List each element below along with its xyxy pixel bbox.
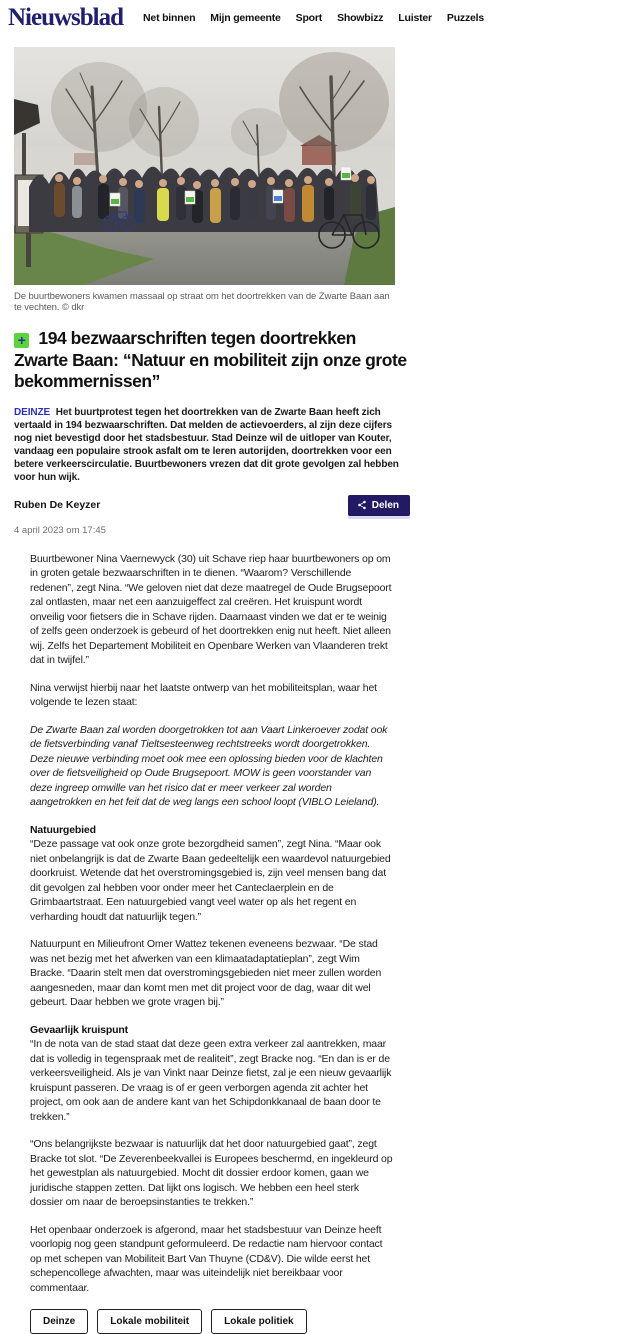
share-button[interactable] [348, 495, 410, 516]
nav-item-mijn-gemeente[interactable]: Mijn gemeente [210, 12, 281, 24]
article-title-text: 194 bezwaarschriften tegen doortrekken Zwarte Baan: “Natuur en mobiliteit zijn onze grote bekommernissen” [14, 328, 407, 391]
nav-item-luister[interactable]: Luister [398, 12, 432, 24]
crowd-photo-illustration [14, 47, 395, 285]
tag-deinze[interactable]: Deinze [30, 1309, 88, 1334]
article-paragraph: Het openbaar onderzoek is afgerond, maar het stadsbestuur van Deinze heeft voorlopig nog geen standpunt geformuleerd. De redactie nam hiervoor contact op met schepen van Mobiliteit Bart Van Thuyne (CD&V). Die wilde eerst het schepencollege afwachten, maar was uiteindelijk niet bereikbaar voor commentaar. [30, 1223, 383, 1294]
location-kicker: DEINZE [14, 406, 51, 418]
article-paragraph: “Ons belangrijkste bezwaar is natuurlijk dat het door natuurgebied gaat”, zegt Bracke tot slot. “De Zeverenbeekvallei is Europees beschermd, en ingekleurd op het gewestplan als natuurgebied. Mocht dit dossier erdoor komen, gaan we juridische stappen zetten. Dat lijkt ons logisch. We hebben een heel sterk dossier om naar de beroepsinstanties te trekken.” [30, 1138, 393, 1208]
photo-caption: De buurtbewoners kwamen massaal op straat om het doortrekken van de Zwarte Baan aan te vechten. © dkr [14, 291, 390, 313]
nav-item-net-binnen[interactable]: Net binnen [143, 12, 196, 24]
article-photo [14, 47, 395, 285]
article-lead [14, 406, 410, 484]
tag-lokale-mobiliteit[interactable]: Lokale mobiliteit [97, 1309, 202, 1334]
tag-list [30, 1309, 420, 1334]
author-name: Ruben De Keyzer [14, 499, 101, 511]
article-body [30, 552, 394, 1296]
article-paragraph: Nina verwijst hierbij naar het laatste ontwerp van het mobiliteitsplan, waar het volgende te lezen staat: [30, 681, 377, 708]
site-header [0, 0, 620, 34]
share-button-label: Delen [371, 499, 399, 511]
main-nav [143, 12, 484, 24]
section-heading: Natuurgebied [30, 823, 96, 836]
article-paragraph: “In de nota van de stad staat dat deze geen extra verkeer zal aantrekken, maar dat is volledig in tegenspraak met de realiteit”, zegt Bracke nog. “En dan is er de verkeersveiligheid. Als je van Vinkt naar Deinze fietst, zal je een nieuw gevaarlijk kruispunt passeren. De vraag is of er geen verborgen agenda zit achter het project, om ook aan de andere kant van het Schipdonkkanaal de baan door te trekken.” [30, 1038, 392, 1123]
site-logo[interactable]: Nieuwsblad [8, 4, 124, 31]
article-figure [14, 47, 420, 313]
article-title [14, 328, 410, 393]
nav-item-showbizz[interactable]: Showbizz [337, 12, 384, 24]
tag-lokale-politiek[interactable]: Lokale politiek [211, 1309, 306, 1334]
premium-plus-icon: + [14, 333, 29, 348]
article-paragraph: Natuurpunt en Milieufront Omer Wattez tekenen eveneens bezwaar. “De stad was net bezig met het afwerken van een klimaatadaptatieplan”, zegt Wim Bracke. “Daarin stelt men dat overstromingsgebieden niet meer zullen worden aangesneden, maar dan komt men met dit project voor de dag, waar dit wel gebeurt. Daar hebben we grote vragen bij.” [30, 938, 382, 1008]
article-paragraph: Buurtbewoner Nina Vaernewyck (30) uit Schave riep haar buurtbewoners op om in groten getale bezwaarschriften in te dienen. “Waarom? Verschillende redenen”, zegt Nina. “We geloven niet dat deze maatregel de Oude Brugsepoort zal ontlasten, maar net een aanzuigeffect zal creëren. Het kruispunt wordt onveilig voor fietsers die in Schave rijden. Daarnaast vinden we dat er te weinig of zelfs geen onderzoek is gebeurd of het doortrekken enig nut heeft. Niet alleen wij. Zelfs het Departement Mobiliteit en Openbare Werken van Vlaanderen trekt dat in twijfel.” [30, 552, 392, 666]
article-quote: De Zwarte Baan zal worden doorgetrokken tot aan Vaart Linkeroever zodat ook de fietsverbinding vanaf Tieltsesteenweg rechtstreeks wordt doorgetrokken. Deze nieuwe verbinding moet ook mee een oplossing bieden voor de klachten over de fietsveiligheid op Oude Brugsepoort. MOW is geen voorstander van deze ingreep omwille van het risico dat er meer verkeer zal worden aangetrokken en het feit dat de weg langs een school loopt (VIBLO Leieland). [30, 723, 388, 808]
section-heading: Gevaarlijk kruispunt [30, 1023, 128, 1036]
lead-text: Het buurtprotest tegen het doortrekken van de Zwarte Baan heeft zich vertaald in 194 bezwaarschriften. Dat melden de actievoerders, al zijn deze cijfers nog niet bevestigd door het stadsbestuur. Stad Deinze wil de uitloper van Kouter, vandaag een populaire strook asfalt om te leren autorijden, doortrekken voor een betere verkeerscirculatie. Buurtbewoners vrezen dat dit grote gevolgen zal hebben voor hun wijk. [14, 406, 399, 483]
nav-item-puzzels[interactable]: Puzzels [446, 12, 485, 24]
article-paragraph: “Deze passage vat ook onze grote bezorgdheid samen”, zegt Nina. “Maar ook niet onbelangrijk is dat de Zwarte Baan gedeeltelijk een waardevol natuurgebied doorkruist. Wetende dat het overstromingsgebied is, zijn veel mensen bang dat dit gevolgen zal hebben voor onder meer het Canteclaerplein en de Grimbaartstraat. Een natuurgebied vangt veel water op als het regent en verharding houdt dat natuurlijk tegen.” [30, 838, 391, 923]
nav-item-sport[interactable]: Sport [295, 12, 323, 24]
share-icon [357, 500, 367, 510]
article-page [0, 47, 420, 1334]
publish-date: 4 april 2023 om 17:45 [14, 524, 106, 536]
byline-row [14, 495, 410, 516]
